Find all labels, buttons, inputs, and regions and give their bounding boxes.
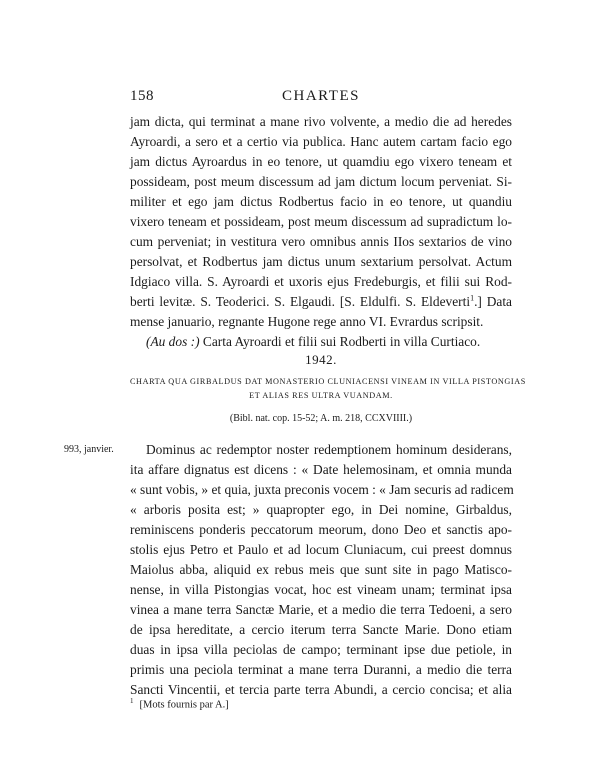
- dorsal-text: Carta Ayroardi et filii sui Rodberti in villa Curtiaco.: [199, 334, 481, 349]
- charter-1942-text: [130, 440, 512, 700]
- text-segment: berti levitæ. S. Teoderici. S. Elgaudi. [S. Eldulfi. S. Eldeverti: [130, 294, 471, 309]
- text-line: cum perveniat; in vestitura vero omnibus annis IIos sextarios de vino: [130, 234, 512, 249]
- footnote: [130, 697, 229, 711]
- margin-date: 993, janvier.: [64, 444, 114, 455]
- text-line: Maiolus abba, aliquid ex rebus meis que sunt site in pago Matisco-: [130, 562, 512, 577]
- text-line: jam dicta, qui terminat a mane rivo volvente, a medio die ad heredes: [130, 114, 512, 129]
- text-line: ita affare dignatus est dicens : « Date helemosinam, et omnia munda: [130, 462, 512, 477]
- text-line: « sunt vobis, » et quia, juxta preconis vocem : « Jam securis ad radicem: [130, 482, 514, 497]
- running-head: [130, 88, 512, 108]
- text-line: persolvat, et Rodbertus jam dictus unum sextarium persolvat. Actum: [130, 254, 512, 269]
- charter-number: 1942.: [305, 352, 337, 367]
- text-line: Ayroardi, a sero et a certio via publica. Hanc autem cartam facio ego: [130, 134, 512, 149]
- text-line: jam dictus Ayroardus in eo tenore, ut quamdiu ego vixero teneam et: [130, 154, 512, 169]
- text-line-with-reference: [130, 292, 512, 312]
- text-line: Sancti Vincentii, et tercia parte terra Abundi, a cercio concisa; et alia: [130, 682, 512, 697]
- text-line: Idgiaco villa. S. Ayroardi et uxoris ejus Fredeburgis, et filii sui Rod-: [130, 274, 512, 289]
- running-title: CHARTES: [282, 88, 360, 104]
- text-line: stolis ejus Petro et Paulo et ad locum Cluniacum, cui preest domnus: [130, 542, 512, 557]
- footnote-text: [Mots fournis par A.]: [139, 699, 229, 711]
- text-line: duas in ipsa villa peciolas de campo; terminant ipse due petiole, in: [130, 642, 512, 657]
- footnote-marker: 1: [130, 697, 134, 705]
- text-line: mense januario, regnante Hugone rege anno VI. Evrardus scripsit.: [130, 314, 484, 329]
- text-line: nense, in villa Pistongias vocat, hoc est vineam unam; terminat ipsa: [130, 582, 512, 597]
- text-line: possideam, post meum discessum ad jam dictum locum perveniat. Si-: [130, 174, 512, 189]
- charter-heading-line: ET ALIAS RES ULTRA VUANDAM.: [249, 391, 393, 400]
- charter-source: (Bibl. nat. cop. 15-52; A. m. 218, CCXVIIII.): [229, 413, 413, 424]
- charter-1941-continuation: [130, 112, 512, 352]
- text-line: primis una peciola terminat a mane terra Duranni, a medio die terra: [130, 662, 512, 677]
- text-line: Dominus ac redemptor noster redemptionem hominum desiderans,: [146, 442, 512, 457]
- text-line: reminiscens ponderis peccatorum meorum, dono Deo et sanctis apo-: [130, 522, 512, 537]
- text-line: vinea a mane terra Sanctæ Marie, et a medio die terra Tedoeni, a sero: [130, 602, 512, 617]
- text-segment: .] Data: [474, 294, 513, 309]
- footnote-reference: 1: [470, 293, 475, 303]
- text-line: militer et ego jam dictus Rodbertus facio in eo tenore, ut quandiu: [130, 194, 512, 209]
- text-line: « arboris posita est; » quapropter ego, in Dei nomine, Girbaldus,: [130, 502, 512, 517]
- text-line: vixero teneam et possideam, post meum discessum ad supradictum lo-: [130, 214, 512, 229]
- text-line: de ipsa hereditate, a cercio iterum terra Sancte Marie. Dono etiam: [130, 622, 512, 637]
- charter-heading-line: CHARTA QUA GIRBALDUS DAT MONASTERIO CLUNIACENSI VINEAM IN VILLA PISTONGIAS: [130, 377, 526, 386]
- charter-heading: [130, 375, 526, 403]
- dorsal-label: (Au dos :): [146, 334, 200, 349]
- page-number: 158: [130, 88, 154, 104]
- dorsal-note: [130, 332, 512, 352]
